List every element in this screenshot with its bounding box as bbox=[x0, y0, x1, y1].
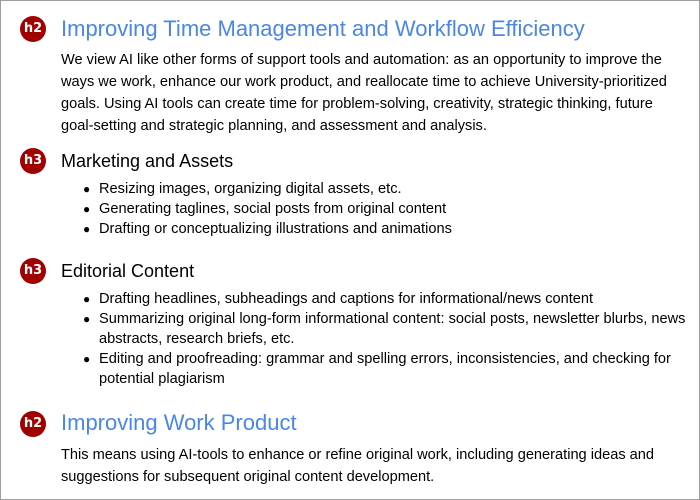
paragraph-work-product: This means using AI-tools to enhance or refine original work, including generating ideas and suggestions for subsequent original content development. bbox=[61, 447, 655, 485]
heading-marketing-and-assets: Marketing and Assets bbox=[61, 151, 234, 171]
list-item: ● Drafting headlines, subheadings and captions for informational/news content bbox=[83, 291, 594, 307]
list-item: ● Summarizing original long-form informational content: social posts, newsletter blurbs, news abstracts, research briefs, etc. bbox=[83, 311, 686, 347]
bullet-icon: ● bbox=[83, 182, 91, 196]
heading-editorial-content: Editorial Content bbox=[61, 261, 195, 281]
bullet-icon: ● bbox=[83, 292, 91, 306]
bullet-icon: ● bbox=[83, 222, 91, 236]
marketing-bullet-list bbox=[61, 179, 686, 239]
list-item: ● Resizing images, organizing digital assets, etc. bbox=[83, 181, 402, 197]
paragraph-time-management: We view AI like other forms of support tools and automation: as an opportunity to improve the ways we work, enhance our work product, and reallocate time to achieve University-prioritized goals. Using AI tools can create time for problem-solving, creativity, strategic thinking, future goal-setting and strategic planning, and assessment and analysis. bbox=[61, 52, 667, 134]
bullet-icon: ● bbox=[83, 202, 91, 216]
heading-level-h3-badge-icon: h3 bbox=[20, 258, 46, 284]
list-item: ● Editing and proofreading: grammar and spelling errors, inconsistencies, and checking for potential plagiarism bbox=[83, 351, 671, 387]
list-item: ● Generating taglines, social posts from original content bbox=[83, 201, 447, 217]
bullet-icon: ● bbox=[83, 352, 91, 366]
heading-level-h2-badge-icon: h2 bbox=[20, 411, 46, 437]
editorial-bullet-list bbox=[61, 289, 686, 389]
heading-improving-time-management: Improving Time Management and Workflow Efficiency bbox=[61, 16, 585, 41]
heading-level-h2-badge-icon: h2 bbox=[20, 16, 46, 42]
list-item: ● Drafting or conceptualizing illustrations and animations bbox=[83, 221, 452, 237]
heading-level-h3-badge-icon: h3 bbox=[20, 148, 46, 174]
bullet-icon: ● bbox=[83, 312, 91, 326]
heading-improving-work-product: Improving Work Product bbox=[61, 410, 297, 435]
